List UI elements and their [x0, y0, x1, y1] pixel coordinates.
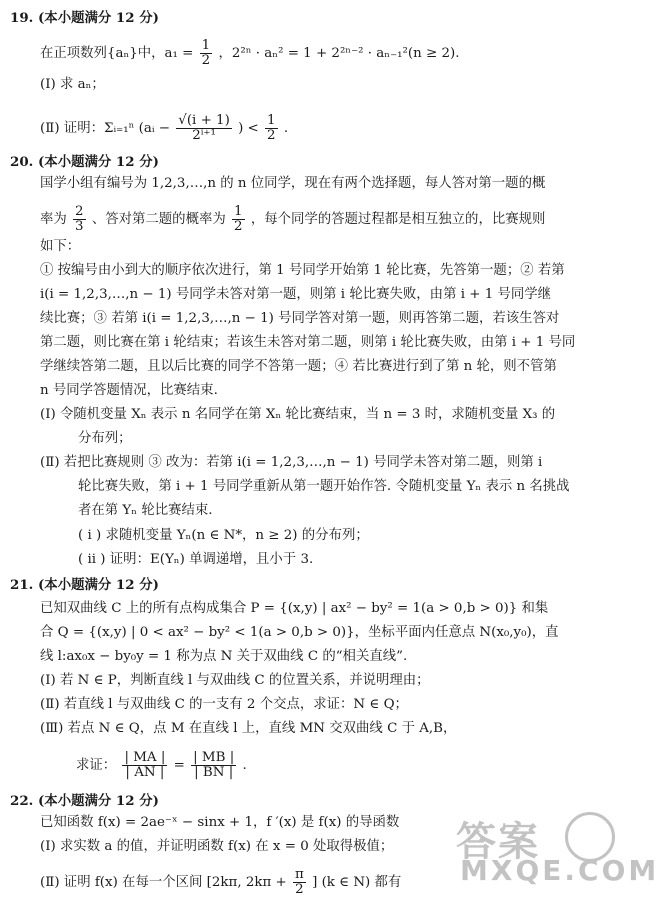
q19-stem-a: 在正项数列{aₙ}中，a₁ = [40, 46, 194, 61]
q19-part1: (Ⅰ) 求 aₙ； [40, 77, 105, 92]
q19-part2-half: $\frac{1}{2}$ [267, 113, 276, 143]
q21-line1: 已知双曲线 C 上的所有点构成集合 P = {(x,y) | ax² − by² = 1(a > 0,b > 0)} 和集 [40, 601, 549, 616]
q19-score: (本小题满分 12 分) [37, 10, 159, 26]
q21-line3: 线 l:ax₀x − by₀y = 1 称为点 N 关于双曲线 C 的“相关直线”. [40, 649, 408, 664]
q21-ratio-mb-bn: $\frac{| MB |}{| BN |}$ [193, 750, 235, 780]
q22-number: 22. [10, 793, 34, 809]
q20-header [10, 153, 159, 171]
q19-half-fraction: $\frac{1}{2}$ [201, 38, 211, 68]
q20-line2 [40, 205, 545, 234]
q20-part2-line1: (Ⅱ) 若把比赛规则 ③ 改为：若第 i(i = 1,2,3,…,n − 1) 号同学未答对第二题，则第 i [40, 455, 543, 470]
q21-header [10, 576, 159, 594]
q20-part2-line2: 轮比赛失败，第 i + 1 号同学重新从第一题开始作答. 令随机变量 Yₙ 表示 n 名挑战 [78, 479, 570, 494]
q21-number: 21. [10, 577, 34, 593]
q20-line5: i(i = 1,2,3,…,n − 1) 号同学未答对第一题，则第 i 轮比赛失败，由第 i + 1 号同学继 [40, 287, 552, 302]
q20-line8: 学继续答第二题，且以后比赛的同学不答第一题；④ 若比赛进行到了第 n 轮，则不管第 [40, 359, 557, 374]
q21-score: (本小题满分 12 分) [37, 577, 159, 593]
q20-frac-half: $\frac{1}{2}$ [234, 204, 243, 234]
q20-score: (本小题满分 12 分) [37, 154, 159, 170]
q21-part1: (Ⅰ) 若 N ∈ P，判断直线 l 与双曲线 C 的位置关系，并说明理由； [40, 673, 430, 688]
q20-part1-line2: 分布列； [78, 431, 132, 446]
q21-equals: = [173, 758, 185, 773]
q21-part2: (Ⅱ) 若直线 l 与双曲线 C 的一支有 2 个交点，求证：N ∈ Q； [40, 697, 408, 712]
q20-line7: 第二题，则比赛在第 i 轮结束；若该生未答对第二题，则第 i 轮比赛失败，由第 i + 1 号同 [40, 335, 576, 350]
q21-ratio-ma-an: $\frac{| MA |}{| AN |}$ [124, 750, 166, 780]
watermark-url: MXQE.COM [460, 854, 659, 887]
q21-proof-label: 求证： [76, 758, 117, 773]
q22-pi-half: $\frac{\pi}{2}$ [295, 867, 304, 897]
q22-part2 [40, 868, 401, 897]
q22-line1: 已知函数 f(x) = 2ae⁻ˣ − sinx + 1，f ′(x) 是 f(x) 的导函数 [40, 815, 400, 830]
q21-proof-line [76, 751, 247, 780]
q20-part2-line3: 者在第 Yₙ 轮比赛结束. [78, 503, 213, 518]
q20-number: 20. [10, 154, 34, 170]
q20-line2-a: 率为 [40, 212, 67, 227]
q20-line6: 续比赛；③ 若第 i(i = 1,2,3,…,n − 1) 号同学答对第一题，则再答第二题，若该生答对 [40, 311, 560, 326]
q21-line2: 合 Q = {(x,y) | 0 < ax² − by² < 1(a > 0,b > 0)}，坐标平面内任意点 N(x₀,y₀)，直 [40, 625, 559, 640]
q21-proof-end: . [242, 758, 247, 773]
q19-part2-c: . [283, 121, 289, 136]
q20-line3: 如下： [40, 239, 81, 254]
q20-part2-i: ( i ) 求随机变量 Yₙ(n ∈ N*，n ≥ 2) 的分布列； [78, 528, 369, 543]
q22-part2-a: (Ⅱ) 证明 f(x) 在每一个区间 [2kπ, 2kπ + [40, 875, 287, 890]
q19-part2-a: (Ⅱ) 证明：Σᵢ₌₁ⁿ (aᵢ − [40, 121, 171, 136]
q22-header [10, 792, 159, 810]
q20-line4: ① 按编号由小到大的顺序依次进行，第 1 号同学开始第 1 轮比赛，先答第一题；② 若第 [40, 263, 565, 278]
q22-part2-b: ] (k ∈ N) 都有 [312, 875, 402, 890]
q20-line1: 国学小组有编号为 1,2,3,…,n 的 n 位同学，现在有两个选择题，每人答对第一题的概 [40, 176, 546, 191]
q19-stem [40, 39, 459, 68]
site-watermark [454, 810, 659, 888]
q19-number: 19. [10, 10, 34, 26]
q19-header [10, 9, 159, 27]
q20-line2-b: 、答对第二题的概率为 [91, 212, 226, 227]
q19-part2 [40, 114, 288, 143]
q19-part2-b: ) < [238, 121, 259, 136]
watermark-top-text: 答案 [456, 819, 540, 865]
q21-part3: (Ⅲ) 若点 N ∈ Q，点 M 在直线 l 上，直线 MN 交双曲线 C 于 A,B， [40, 721, 457, 736]
q19-part2-fraction: $\frac{√(i + 1)}{\text{2ⁱ⁺¹}}$ [178, 113, 230, 143]
q20-part1-line1: (Ⅰ) 令随机变量 Xₙ 表示 n 名同学在第 Xₙ 轮比赛结束，当 n = 3 时，求随机变量 X₃ 的 [40, 407, 556, 422]
q20-part2-ii: ( ii ) 证明：E(Yₙ) 单调递增，且小于 3. [78, 552, 314, 567]
q20-line9: n 号同学答题情况，比赛结束. [40, 383, 218, 398]
q20-line2-c: ，每个同学的答题过程都是相互独立的，比赛规则 [250, 212, 546, 227]
q22-score: (本小题满分 12 分) [37, 793, 159, 809]
q20-frac-two-thirds: $\frac{2}{3}$ [75, 204, 84, 234]
q19-stem-b: ，2²ⁿ · aₙ² = 1 + 2²ⁿ⁻² · aₙ₋₁²(n ≥ 2). [218, 46, 460, 61]
q22-part1: (Ⅰ) 求实数 a 的值，并证明函数 f(x) 在 x = 0 处取得极值； [40, 839, 394, 854]
